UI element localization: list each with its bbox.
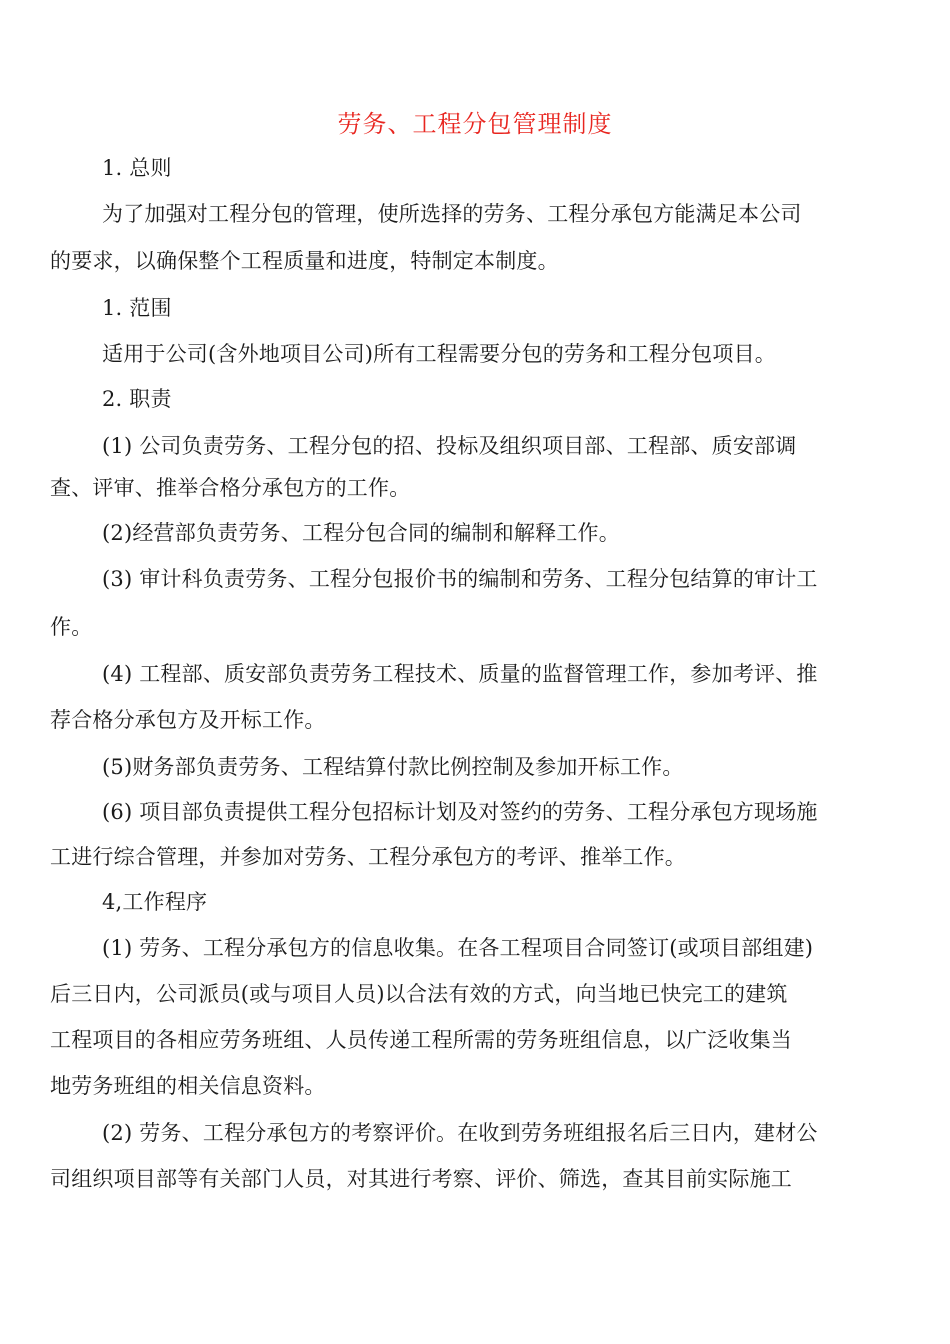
paragraph-line: 荐合格分承包方及开标工作。	[50, 708, 326, 732]
paragraph-line: 工进行综合管理，并参加对劳务、工程分承包方的考评、推举工作。	[50, 845, 686, 869]
paragraph-line: (1) 劳务、工程分承包方的信息收集。在各工程项目合同签订(或项目部组建)	[102, 936, 814, 960]
paragraph-line: 后三日内，公司派员(或与项目人员)以合法有效的方式，向当地已快完工的建筑	[50, 982, 788, 1006]
paragraph-line: 司组织项目部等有关部门人员，对其进行考察、评价、筛选，查其目前实际施工	[50, 1167, 792, 1191]
paragraph-line: 查、评审、推举合格分承包方的工作。	[50, 476, 411, 500]
paragraph-line: 为了加强对工程分包的管理，使所选择的劳务、工程分承包方能满足本公司	[102, 202, 802, 226]
paragraph-line: 工程项目的各相应劳务班组、人员传递工程所需的劳务班组信息，以广泛收集当	[50, 1028, 792, 1052]
section-heading-scope: 1. 范围	[102, 296, 172, 320]
paragraph-line: (2) 劳务、工程分承包方的考察评价。在收到劳务班组报名后三日内，建材公	[102, 1121, 818, 1145]
paragraph-line: 地劳务班组的相关信息资料。	[50, 1074, 326, 1098]
paragraph-line: 作。	[50, 615, 93, 639]
paragraph-line: (1) 公司负责劳务、工程分包的招、投标及组织项目部、工程部、质安部调	[102, 434, 797, 458]
paragraph-line: (5)财务部负责劳务、工程结算付款比例控制及参加开标工作。	[102, 755, 684, 779]
paragraph-line: 适用于公司(含外地项目公司)所有工程需要分包的劳务和工程分包项目。	[102, 342, 776, 366]
paragraph-line: (6) 项目部负责提供工程分包招标计划及对签约的劳务、工程分承包方现场施	[102, 800, 818, 824]
paragraph-line: (4) 工程部、质安部负责劳务工程技术、质量的监督管理工作，参加考评、推	[102, 662, 818, 686]
paragraph-line: (3) 审计科负责劳务、工程分包报价书的编制和劳务、工程分包结算的审计工	[102, 567, 818, 591]
paragraph-line: 的要求，以确保整个工程质量和进度，特制定本制度。	[50, 249, 559, 273]
section-heading-general: 1. 总则	[102, 156, 172, 180]
section-heading-duties: 2. 职责	[102, 387, 172, 411]
document-title: 劳务、工程分包管理制度	[337, 110, 613, 138]
section-heading-procedure: 4,工作程序	[102, 890, 208, 914]
paragraph-line: (2)经营部负责劳务、工程分包合同的编制和解释工作。	[102, 521, 620, 545]
